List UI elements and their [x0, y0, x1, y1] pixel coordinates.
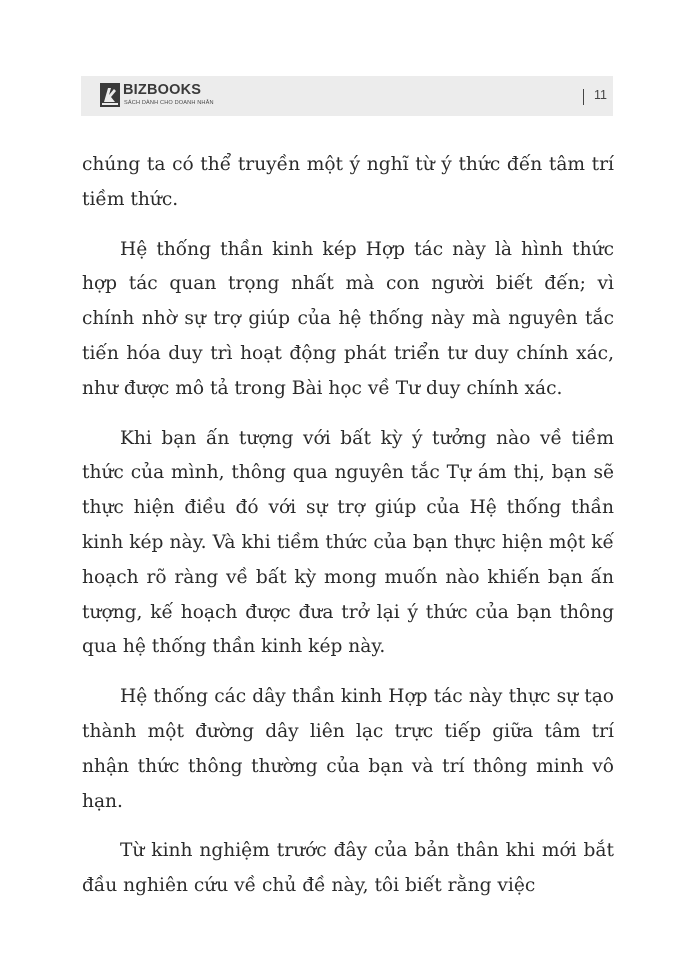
page-body	[82, 148, 614, 919]
page-number: 11	[594, 88, 607, 102]
paragraph: chúng ta có thể truyền một ý nghĩ từ ý thức đến tâm trí tiềm thức.	[82, 154, 614, 210]
paragraph: Hệ thống thần kinh kép Hợp tác này là hình thức hợp tác quan trọng nhất mà con người biết đến; vì chính nhờ sự trợ giúp của hệ thống này mà nguyên tắc tiến hóa duy trì hoạt động phát triển tư duy chính xác, như được mô tả trong Bài học về Tư duy chính xác.	[82, 238, 614, 399]
paragraph: Từ kinh nghiệm trước đây của bản thân khi mới bắt đầu nghiên cứu về chủ đề này, tôi biết rằng việc	[82, 840, 614, 897]
brand-name: BIZBOOKS	[123, 82, 202, 98]
page-number-divider	[583, 89, 584, 105]
paragraph: Hệ thống các dây thần kinh Hợp tác này thực sự tạo thành một đường dây liên lạc trực tiếp giữa tâm trí nhận thức thông thường của bạn và trí thông minh vô hạn.	[82, 686, 614, 812]
paragraph: Khi bạn ấn tượng với bất kỳ ý tưởng nào về tiềm thức của mình, thông qua nguyên tắc Tự ám thị, bạn sẽ thực hiện điều đó với sự trợ giúp của Hệ thống thần kinh kép này. Và khi tiềm thức của bạn thực hiện một kế hoạch rõ ràng về bất kỳ mong muốn nào khiến bạn ấn tượng, kế hoạch được đưa trở lại ý thức của bạn thông qua hệ thống thần kinh kép này.	[82, 427, 614, 658]
brand-tagline: SÁCH DÀNH CHO DOANH NHÂN	[124, 100, 214, 106]
book-logo-icon	[100, 83, 120, 107]
bizbooks-logo	[100, 82, 214, 110]
